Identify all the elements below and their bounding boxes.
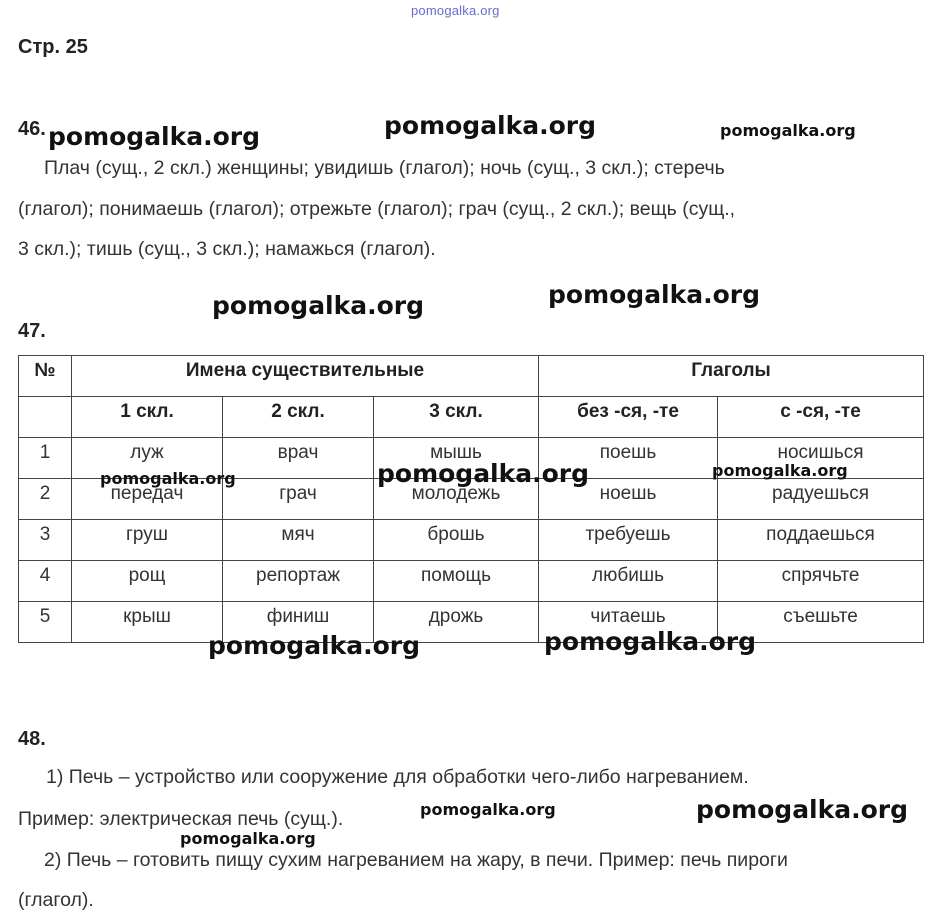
watermark: pomogalka.org <box>548 280 761 309</box>
exercise-46-line-1: Плач (сущ., 2 скл.) женщины; увидишь (глагол); ночь (сущ., 3 скл.); стеречь <box>44 157 725 179</box>
subheader-declension-3: 3 скл. <box>374 397 539 438</box>
table-cell: радуешься <box>718 479 924 520</box>
watermark: pomogalka.org <box>48 122 261 151</box>
table-cell: поешь <box>539 438 718 479</box>
table-cell: рощ <box>72 561 223 602</box>
table-cell: поддаешься <box>718 520 924 561</box>
watermark: pomogalka.org <box>696 795 909 824</box>
table-cell: читаешь <box>539 602 718 643</box>
table-cell: ноешь <box>539 479 718 520</box>
table-cell: луж <box>72 438 223 479</box>
watermark: pomogalka.org <box>100 469 236 488</box>
table-cell: грач <box>223 479 374 520</box>
exercise-46-line-3: 3 скл.); тишь (сущ., 3 скл.); намажься (глагол). <box>18 238 436 260</box>
row-index: 4 <box>19 561 72 602</box>
table-cell: брошь <box>374 520 539 561</box>
table-cell: дрожь <box>374 602 539 643</box>
row-index: 3 <box>19 520 72 561</box>
exercise-46-number: 46. <box>18 118 46 140</box>
table-cell: мяч <box>223 520 374 561</box>
header-verbs: Глаголы <box>539 356 924 397</box>
exercise-48-number: 48. <box>18 728 46 750</box>
exercise-48-line-2: Пример: электрическая печь (сущ.). <box>18 808 344 830</box>
header-number: № <box>19 356 72 397</box>
watermark: pomogalka.org <box>420 800 556 819</box>
table-cell: помощь <box>374 561 539 602</box>
watermark: pomogalka.org <box>720 121 856 140</box>
header-nouns: Имена существительные <box>72 356 539 397</box>
subheader-verbs-with: с -ся, -те <box>718 397 924 438</box>
subheader-declension-2: 2 скл. <box>223 397 374 438</box>
table-cell: требуешь <box>539 520 718 561</box>
table-cell: спрячьте <box>718 561 924 602</box>
watermark: pomogalka.org <box>544 627 757 656</box>
table-cell: передач <box>72 479 223 520</box>
table-cell: любишь <box>539 561 718 602</box>
row-index: 2 <box>19 479 72 520</box>
table-row <box>19 520 924 561</box>
table-cell: врач <box>223 438 374 479</box>
table-row <box>19 602 924 643</box>
page-number-label: Стр. 25 <box>18 36 88 58</box>
watermark: pomogalka.org <box>712 461 848 480</box>
watermark: pomogalka.org <box>208 631 421 660</box>
table-cell: крыш <box>72 602 223 643</box>
exercise-48-line-1: 1) Печь – устройство или сооружение для обработки чего-либо нагреванием. <box>46 766 749 788</box>
table-cell: носишься <box>718 438 924 479</box>
exercise-47-number: 47. <box>18 320 46 342</box>
watermark: pomogalka.org <box>180 829 316 848</box>
subheader-declension-1: 1 скл. <box>72 397 223 438</box>
watermark: pomogalka.org <box>384 111 597 140</box>
table-cell: съешьте <box>718 602 924 643</box>
exercise-48-line-4: (глагол). <box>18 889 94 911</box>
table-cell: груш <box>72 520 223 561</box>
row-index: 5 <box>19 602 72 643</box>
table-cell: мышь <box>374 438 539 479</box>
subheader-verbs-without: без -ся, -те <box>539 397 718 438</box>
watermark: pomogalka.org <box>212 291 425 320</box>
exercise-47-table <box>18 355 924 643</box>
table-row <box>19 561 924 602</box>
exercise-46-line-2: (глагол); понимаешь (глагол); отрежьте (глагол); грач (сущ., 2 скл.); вещь (сущ., <box>18 198 736 220</box>
table-cell: финиш <box>223 602 374 643</box>
exercise-48-line-3: 2) Печь – готовить пищу сухим нагреванием на жару, в печи. Пример: печь пироги <box>44 849 788 871</box>
table-cell: репортаж <box>223 561 374 602</box>
table-cell: молодежь <box>374 479 539 520</box>
subheader-empty <box>19 397 72 438</box>
watermark: pomogalka.org <box>377 459 590 488</box>
row-index: 1 <box>19 438 72 479</box>
site-url-header: pomogalka.org <box>411 3 500 18</box>
